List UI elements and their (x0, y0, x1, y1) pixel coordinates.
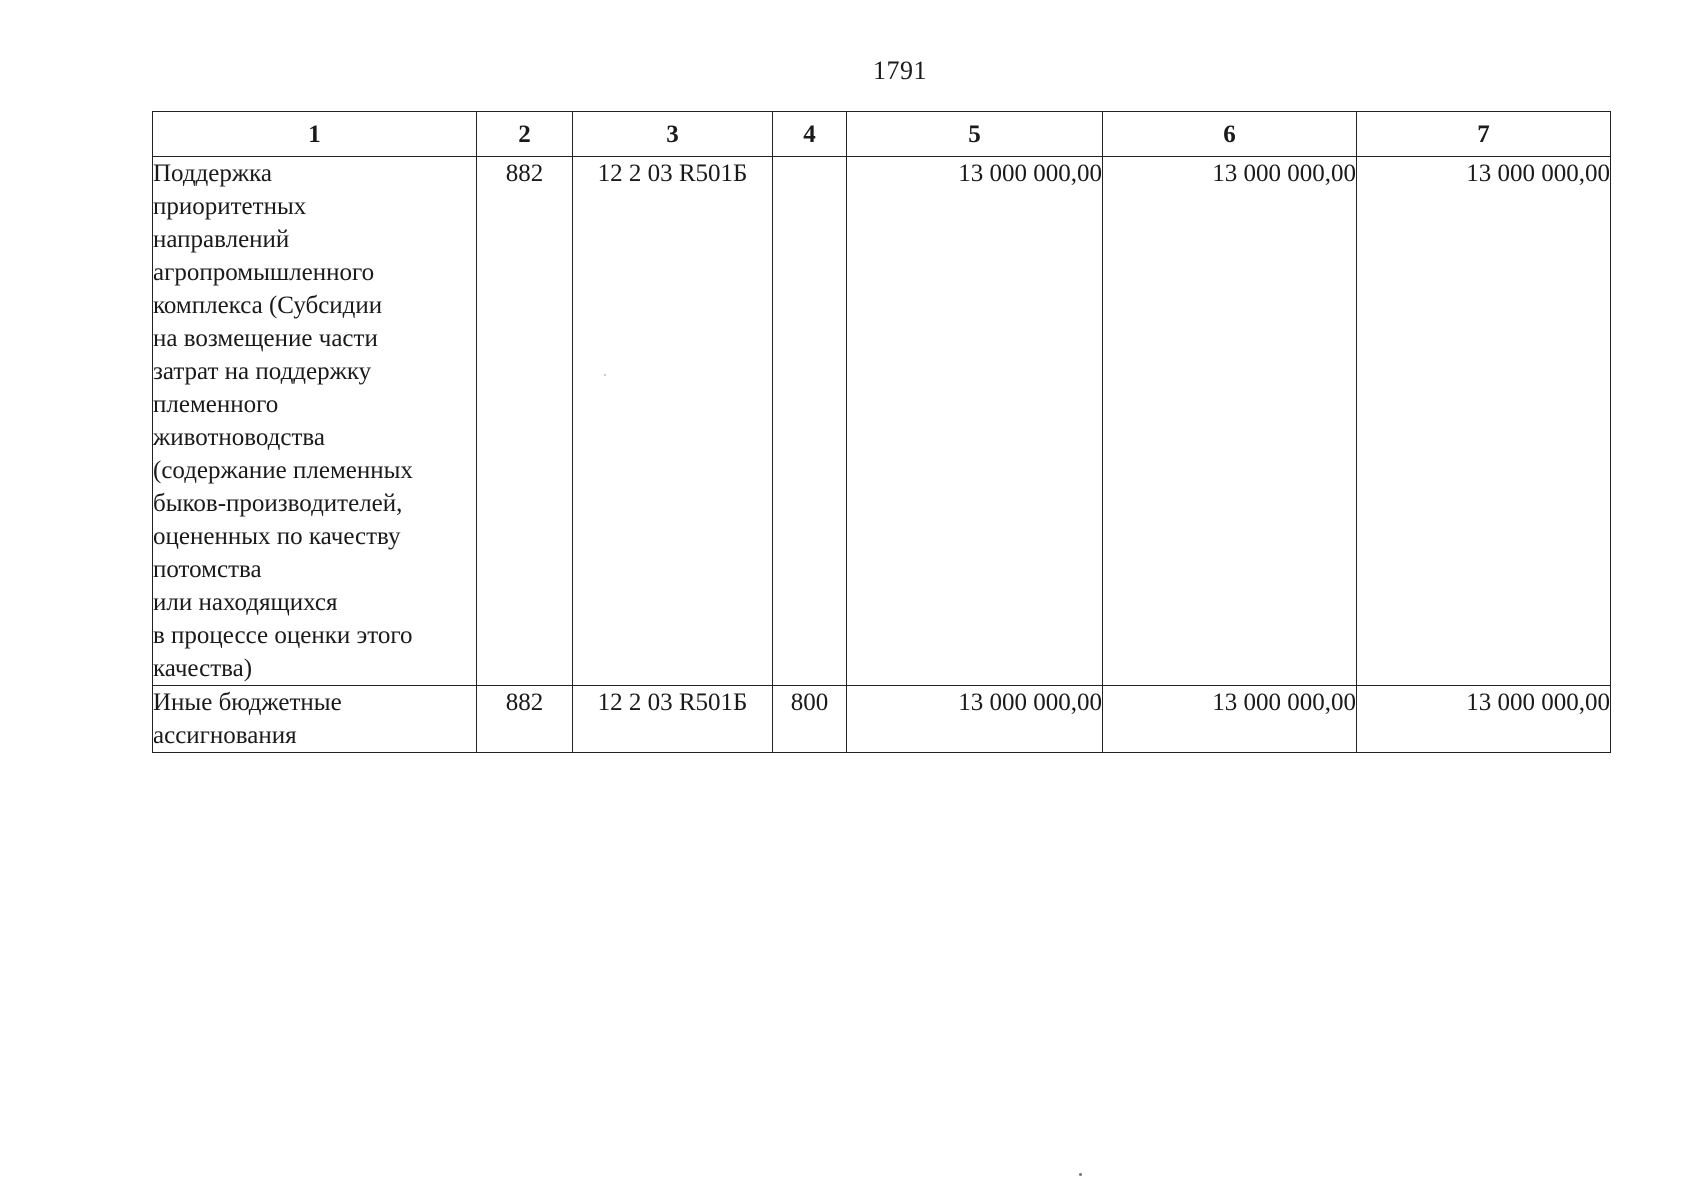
row-name-cell (153, 686, 477, 753)
name-line: в процессе оценки этого (153, 622, 413, 649)
table-row (153, 157, 1611, 686)
name-line: или находящихся (153, 589, 338, 616)
header-col-3: 3 (573, 112, 773, 157)
cell-col-4 (773, 157, 847, 686)
name-line: ассигнования (153, 722, 297, 749)
name-line: оцененных по качеству (153, 523, 401, 550)
name-line: затрат на поддержку (153, 358, 372, 385)
cell-col-3: 12 2 03 R501Б (573, 157, 773, 686)
name-line: животноводства (153, 424, 325, 451)
cell-col-7: 13 000 000,00 (1357, 157, 1611, 686)
page-number: 1791 (873, 56, 927, 85)
header-row (153, 112, 1611, 157)
name-line: Иные бюджетные (153, 689, 342, 716)
cell-col-5: 13 000 000,00 (847, 157, 1103, 686)
budget-table (152, 111, 1611, 753)
name-line: быков-производителей, (153, 490, 403, 517)
header-col-1: 1 (153, 112, 477, 157)
row-name-cell (153, 157, 477, 686)
name-line: агропромышленного (153, 259, 375, 286)
name-line: на возмещение части (153, 325, 378, 352)
name-line: комплекса (Субсидии (153, 292, 383, 319)
name-line: потомства (153, 556, 262, 583)
cell-col-7: 13 000 000,00 (1357, 686, 1611, 753)
cell-col-3: 12 2 03 R501Б (573, 686, 773, 753)
header-col-5: 5 (847, 112, 1103, 157)
cell-col-4: 800 (773, 686, 847, 753)
name-line: (содержание племенных (153, 457, 413, 484)
name-line: качества) (153, 655, 253, 682)
scan-speck (604, 374, 606, 376)
name-line: Поддержка (153, 160, 273, 187)
name-line: направлений (153, 226, 290, 253)
table-row (153, 686, 1611, 753)
name-line: приоритетных (153, 193, 307, 220)
name-line: племенного (153, 391, 279, 418)
cell-col-5: 13 000 000,00 (847, 686, 1103, 753)
cell-col-6: 13 000 000,00 (1103, 686, 1357, 753)
cell-col-6: 13 000 000,00 (1103, 157, 1357, 686)
header-col-4: 4 (773, 112, 847, 157)
scan-speck (1079, 1173, 1082, 1176)
cell-col-2: 882 (477, 157, 573, 686)
header-col-6: 6 (1103, 112, 1357, 157)
header-col-7: 7 (1357, 112, 1611, 157)
header-col-2: 2 (477, 112, 573, 157)
cell-col-2: 882 (477, 686, 573, 753)
